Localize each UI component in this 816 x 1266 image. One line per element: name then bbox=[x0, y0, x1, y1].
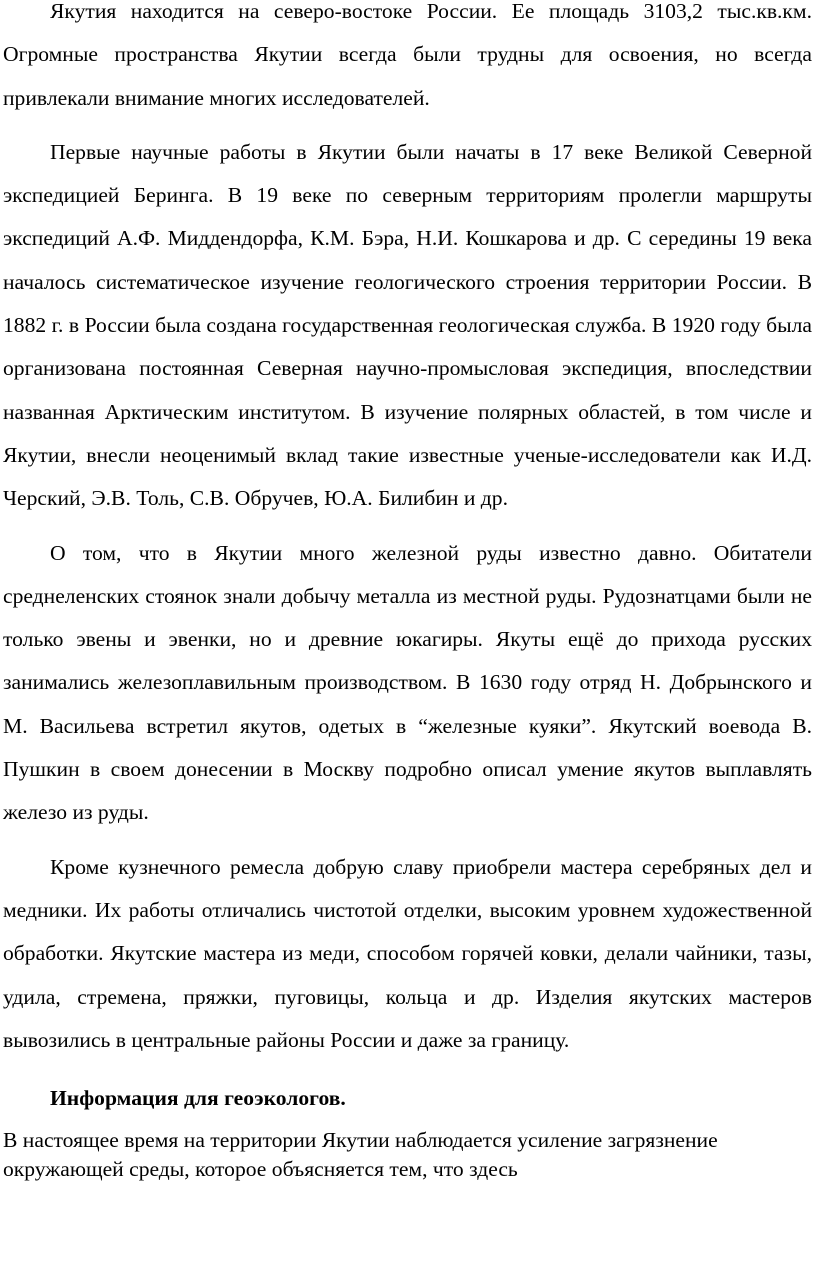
paragraph-craftsmen: Кроме кузнечного ремесла добрую славу приобрели мастера серебряных дел и медники. Их работы отличались чистотой отделки, высоким уровнем художественной обработки. Якутские мастера из меди, способом горячей ковки, делали чайники, тазы, удила, стремена, пряжки, пуговицы, кольца и др. Изделия якутских мастеров вывозились в центральные районы России и даже за границу. bbox=[3, 854, 812, 1052]
paragraph-pollution: В настоящее время на территории Якутии наблюдается усиление загрязнение окружающей среды, которое объясняется тем, что здесь bbox=[3, 1128, 718, 1181]
paragraph-iron-ore: О том, что в Якутии много железной руды известно давно. Обитатели среднеленских стоянок знали добычу металла из местной руды. Рудознатцами были не только эвены и эвенки, но и древние юкагиры. Якуты ещё до прихода русских занимались железоплавильным производством. В 1630 году отряд Н. Добрынского и М. Васильева встретил якутов, одетых в “железные куяки”. Якутский воевода В. Пушкин в своем донесении в Москву подробно описал умение якутов выплавлять железо из руды. bbox=[3, 540, 812, 825]
paragraph-research-history: Первые научные работы в Якутии были начаты в 17 веке Великой Северной экспедицией Беринга. В 19 веке по северным территориям пролегли маршруты экспедиций А.Ф. Миддендорфа, К.М. Бэра, Н.И. Кошкарова и др. С середины 19 века началось систематическое изучение геологического строения территории России. В 1882 г. в России была создана государственная геологическая служба. В 1920 году была организована постоянная Северная научно-промысловая экспедиция, впоследствии названная Арктическим институтом. В изучение полярных областей, в том числе и Якутии, внесли неоценимый вклад такие известные ученые-исследователи как И.Д. Черский, Э.В. Толь, С.В. Обручев, Ю.А. Билибин и др. bbox=[3, 139, 812, 511]
paragraph-yakutia-location: Якутия находится на северо-востоке России. Ее площадь 3103,2 тыс.кв.км. Огромные пространства Якутии всегда были трудны для освоения, но всегда привлекали внимание многих исследователей. bbox=[3, 0, 812, 110]
section-heading-geoecologists: Информация для геоэкологов. bbox=[50, 1086, 346, 1111]
